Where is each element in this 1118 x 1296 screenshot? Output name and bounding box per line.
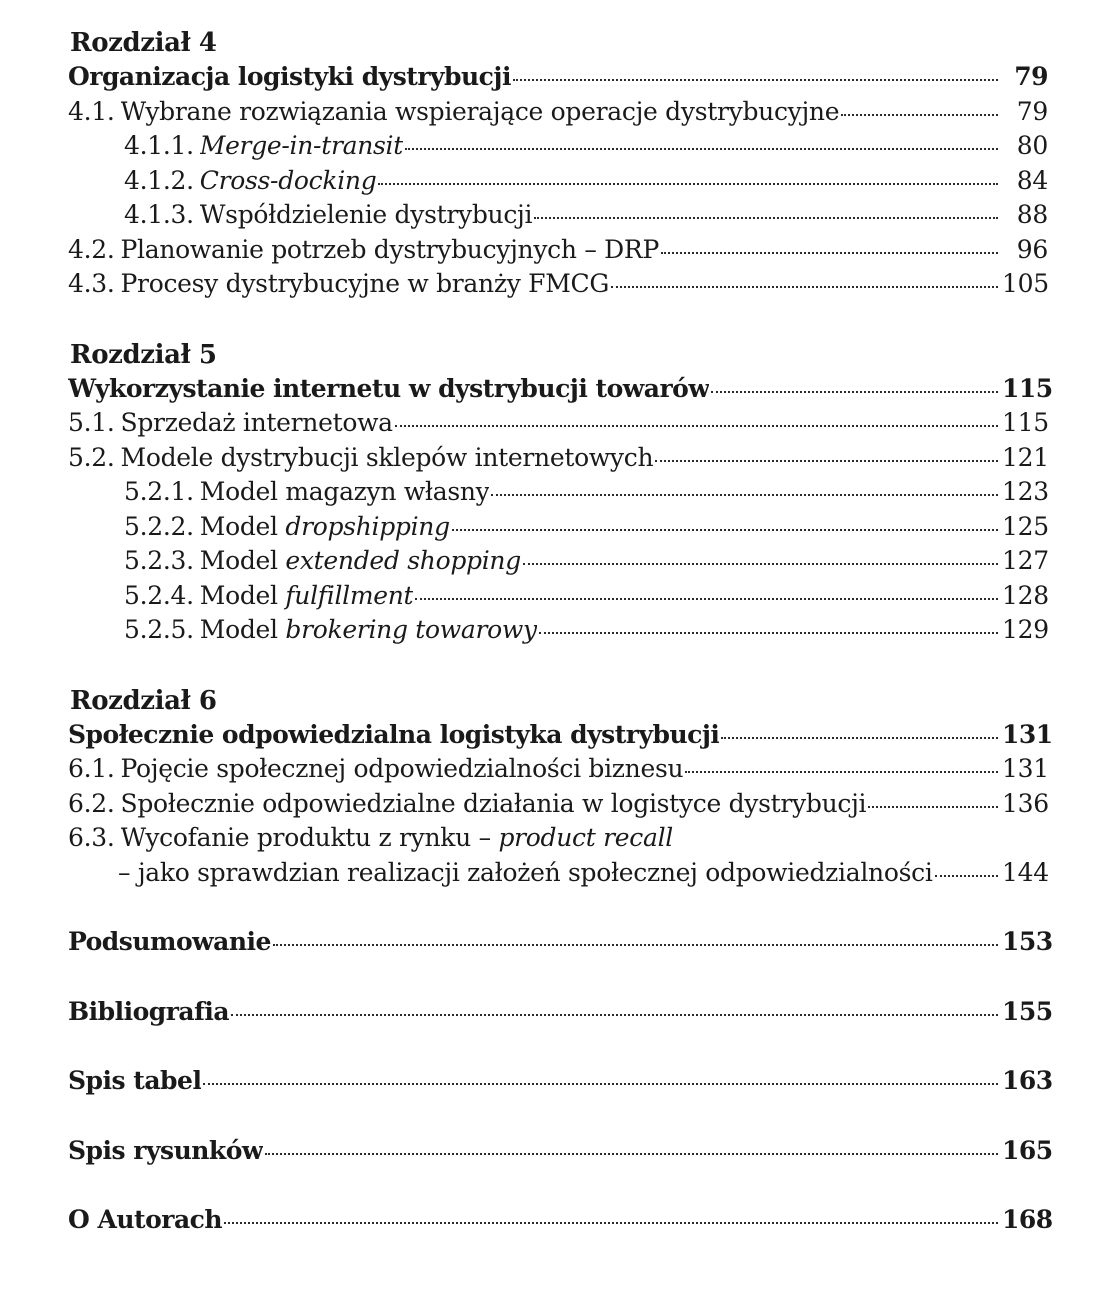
toc-entry-spis-rysunkow bbox=[68, 1134, 1053, 1169]
page-number: 163 bbox=[1002, 1066, 1053, 1095]
chapter-title-row bbox=[68, 60, 1048, 95]
back-matter-title: O Autorach bbox=[68, 1205, 223, 1234]
page-number: 153 bbox=[1002, 927, 1053, 956]
page-number: 105 bbox=[1002, 269, 1049, 298]
toc-entry-4-1-3 bbox=[68, 198, 1048, 233]
toc-entry-6-3-line1 bbox=[68, 821, 1048, 856]
section-number: 4.2. bbox=[68, 234, 115, 264]
leader-dots bbox=[935, 867, 998, 877]
leader-dots bbox=[395, 417, 998, 427]
leader-dots bbox=[491, 486, 998, 496]
section-title: Wybrane rozwiązania wspierające operacje dystrybucyjne bbox=[120, 96, 840, 126]
page-number: 129 bbox=[1002, 615, 1049, 644]
page-number: 144 bbox=[1002, 857, 1049, 887]
back-matter-title: Podsumowanie bbox=[68, 927, 271, 956]
toc-entry-5-2-5 bbox=[68, 613, 1048, 648]
section-title: Model magazyn własny bbox=[199, 477, 490, 506]
leader-dots bbox=[534, 209, 998, 219]
toc-entry-podsumowanie bbox=[68, 925, 1053, 960]
toc-entry-5-2 bbox=[68, 441, 1048, 476]
section-title: Procesy dystrybucyjne w branży FMCG bbox=[120, 269, 610, 298]
toc-entry-5-2-3 bbox=[68, 544, 1048, 579]
toc-entry-4-3 bbox=[68, 267, 1048, 302]
chapter-5 bbox=[68, 338, 1053, 648]
page-number: 96 bbox=[1016, 234, 1048, 264]
section-number: 5.2.4. bbox=[124, 580, 194, 610]
leader-dots bbox=[273, 936, 998, 946]
section-number: 5.2. bbox=[68, 442, 115, 472]
section-title: Modele dystrybucji sklepów internetowych bbox=[120, 442, 654, 472]
chapter-label: Rozdział 6 bbox=[70, 685, 217, 716]
toc-entry-o-autorach bbox=[68, 1203, 1053, 1238]
leader-dots bbox=[685, 763, 998, 773]
section-number: 4.1.1. bbox=[124, 131, 194, 160]
back-matter-title: Spis tabel bbox=[68, 1066, 202, 1095]
page-number: 128 bbox=[1002, 580, 1049, 610]
page-number: 115 bbox=[1002, 373, 1053, 403]
section-title: Cross-docking bbox=[199, 165, 377, 195]
section-number: 5.1. bbox=[68, 408, 115, 437]
section-number: 5.2.5. bbox=[124, 615, 194, 644]
section-title: Pojęcie społecznej odpowiedzialności biznesu bbox=[120, 754, 684, 783]
leader-dots bbox=[655, 452, 998, 462]
section-title: Planowanie potrzeb dystrybucyjnych – DRP bbox=[120, 234, 659, 264]
toc-entry-bibliografia bbox=[68, 995, 1053, 1030]
section-number: 5.2.3. bbox=[124, 546, 194, 575]
chapter-4 bbox=[68, 26, 1048, 302]
chapter-title: Wykorzystanie internetu w dystrybucji towarów bbox=[68, 373, 710, 403]
toc-entry-6-3-line2 bbox=[68, 856, 1048, 891]
chapter-title-row bbox=[68, 372, 1053, 407]
page-number: 121 bbox=[1002, 442, 1049, 472]
chapter-label: Rozdział 4 bbox=[70, 28, 217, 58]
leader-dots bbox=[415, 590, 998, 600]
leader-dots bbox=[841, 106, 998, 116]
section-title: Model brokering towarowy bbox=[199, 615, 537, 644]
page-number: 155 bbox=[1002, 996, 1053, 1026]
leader-dots bbox=[611, 278, 998, 288]
page-number: 165 bbox=[1002, 1135, 1053, 1165]
leader-dots bbox=[224, 1214, 998, 1224]
section-title-continuation: – jako sprawdzian realizacji założeń społecznej odpowiedzialności bbox=[118, 857, 933, 887]
section-number: 5.2.1. bbox=[124, 477, 194, 506]
toc-entry-5-2-2 bbox=[68, 510, 1048, 545]
page-number: 131 bbox=[1002, 719, 1053, 749]
chapter-label: Rozdział 5 bbox=[70, 339, 217, 370]
leader-dots bbox=[523, 555, 998, 565]
section-title: Sprzedaż internetowa bbox=[120, 408, 393, 437]
page-number: 88 bbox=[1016, 200, 1048, 229]
page-number: 115 bbox=[1002, 408, 1049, 437]
chapter-title: Organizacja logistyki dystrybucji bbox=[68, 62, 511, 91]
leader-dots bbox=[513, 71, 998, 81]
chapter-title: Społecznie odpowiedzialna logistyka dystrybucji bbox=[68, 719, 720, 749]
section-number: 5.2.2. bbox=[124, 511, 194, 541]
section-number: 6.3. bbox=[68, 823, 115, 852]
section-number: 6.1. bbox=[68, 754, 115, 783]
page-number: 80 bbox=[1016, 131, 1048, 160]
page-number: 84 bbox=[1016, 165, 1048, 195]
leader-dots bbox=[378, 175, 998, 185]
section-number: 4.1.3. bbox=[124, 200, 194, 229]
leader-dots bbox=[721, 729, 998, 739]
page-number: 127 bbox=[1002, 546, 1049, 575]
section-title: Merge-in-transit bbox=[199, 131, 403, 160]
page-number: 125 bbox=[1002, 511, 1049, 541]
leader-dots bbox=[452, 521, 998, 531]
leader-dots bbox=[539, 624, 998, 634]
section-title: Model dropshipping bbox=[199, 511, 450, 541]
toc-entry-6-1 bbox=[68, 752, 1048, 787]
toc-entry-4-1-2 bbox=[68, 164, 1048, 199]
section-title: Współdzielenie dystrybucji bbox=[199, 200, 533, 229]
section-title: Wycofanie produktu z rynku – product recall bbox=[120, 823, 673, 852]
page-number: 136 bbox=[1002, 788, 1049, 818]
section-number: 4.1.2. bbox=[124, 165, 194, 195]
toc-entry-spis-tabel bbox=[68, 1064, 1053, 1099]
chapter-6 bbox=[68, 684, 1053, 891]
leader-dots bbox=[868, 798, 998, 808]
toc-entry-4-2 bbox=[68, 233, 1048, 268]
section-number: 4.3. bbox=[68, 269, 115, 298]
chapter-title-row bbox=[68, 718, 1053, 753]
section-number: 4.1. bbox=[68, 96, 115, 126]
toc-entry-5-2-1 bbox=[68, 475, 1048, 510]
toc-entry-5-1 bbox=[68, 406, 1048, 441]
section-title: Model extended shopping bbox=[199, 546, 521, 575]
leader-dots bbox=[405, 140, 998, 150]
page-number: 168 bbox=[1002, 1205, 1053, 1234]
leader-dots bbox=[661, 244, 998, 254]
toc-entry-4-1-1 bbox=[68, 129, 1048, 164]
toc-entry-5-2-4 bbox=[68, 579, 1048, 614]
leader-dots bbox=[231, 1006, 998, 1016]
section-title: Model fulfillment bbox=[199, 580, 414, 610]
leader-dots bbox=[203, 1075, 998, 1085]
section-number: 6.2. bbox=[68, 788, 115, 818]
table-of-contents bbox=[68, 26, 1053, 1238]
page-number: 123 bbox=[1002, 477, 1049, 506]
toc-entry-4-1 bbox=[68, 95, 1048, 130]
back-matter-title: Bibliografia bbox=[68, 996, 230, 1026]
page-number: 79 bbox=[1014, 62, 1048, 91]
section-title: Społecznie odpowiedzialne działania w logistyce dystrybucji bbox=[120, 788, 867, 818]
page-number: 131 bbox=[1002, 754, 1049, 783]
page-number: 79 bbox=[1016, 96, 1048, 126]
leader-dots bbox=[265, 1145, 998, 1155]
back-matter-title: Spis rysunków bbox=[68, 1135, 263, 1165]
toc-entry-6-2 bbox=[68, 787, 1048, 822]
leader-dots bbox=[711, 383, 998, 393]
